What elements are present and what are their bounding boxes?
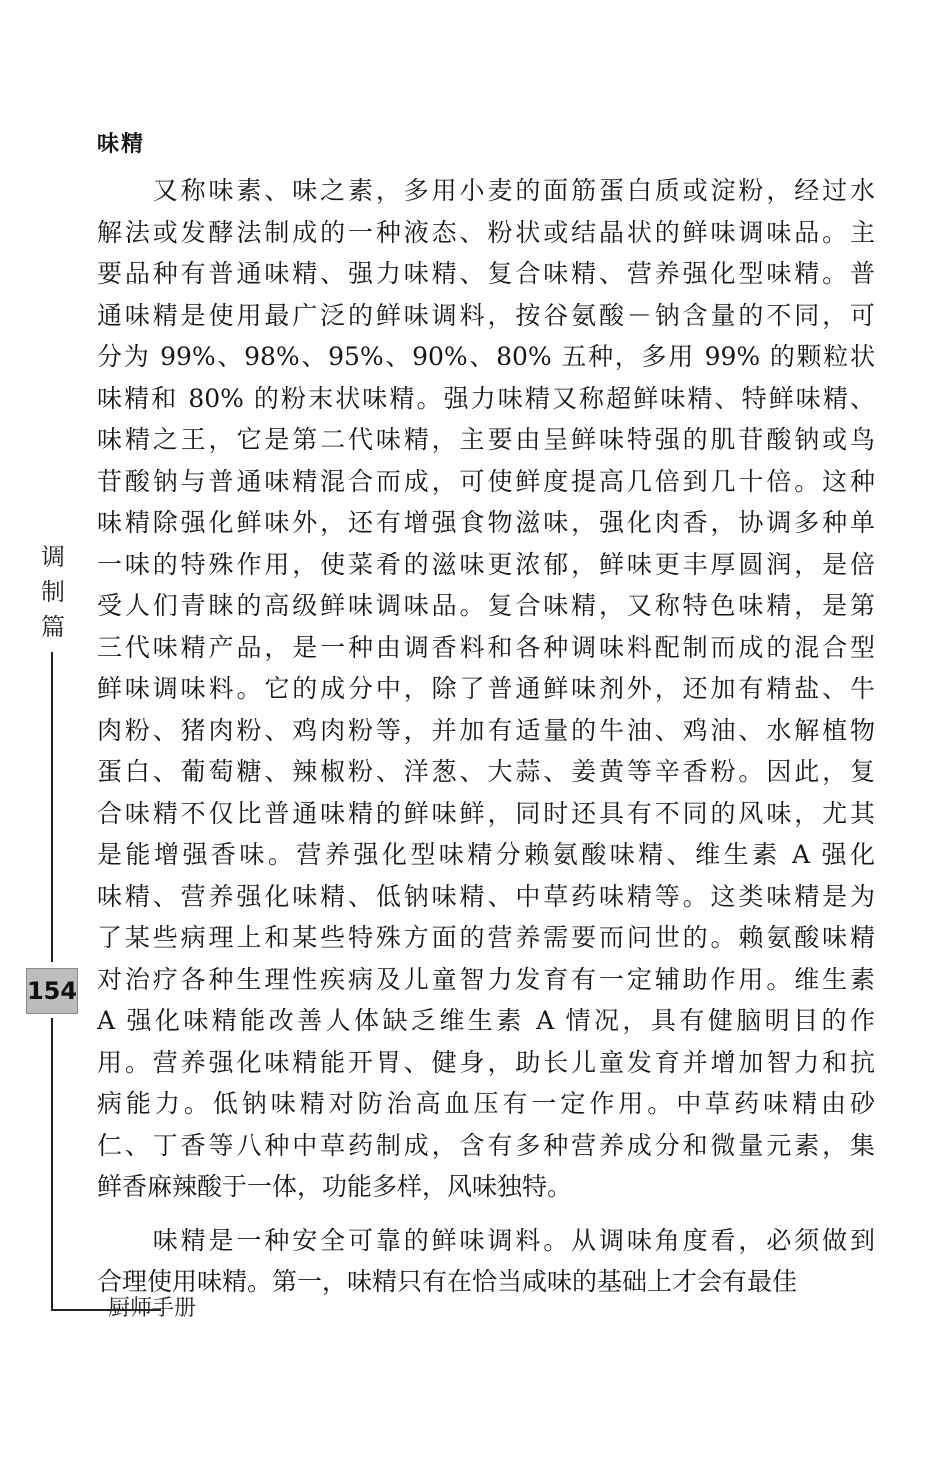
text-line: 分为 99%、98%、95%、90%、80% 五种，多用 99% 的颗粒状 xyxy=(97,342,875,371)
side-label-char: 篇 xyxy=(41,613,65,641)
body-text xyxy=(97,170,875,1303)
text-line: 鲜香麻辣酸于一体，功能多样，风味独特。 xyxy=(97,1172,573,1201)
text-line: 要品种有普通味精、强力味精、复合味精、营养强化型味精。普 xyxy=(97,259,875,288)
page-number: 154 xyxy=(26,968,78,1014)
text-line: 合理使用味精。第一，味精只有在恰当咸味的基础上才会有最佳 xyxy=(97,1267,798,1296)
chapter-side-label xyxy=(36,540,70,645)
margin-rule-lower xyxy=(51,1018,53,1311)
text-line: 了某些病理上和某些特殊方面的营养需要而问世的。赖氨酸味精 xyxy=(97,923,875,952)
margin-rule-upper xyxy=(51,652,53,962)
text-line: 解法或发酵法制成的一种液态、粉状或结晶状的鲜味调味品。主 xyxy=(97,217,875,247)
text-line: 鲜味调味料。它的成分中，除了普通鲜味剂外，还加有精盐、牛 xyxy=(97,674,875,703)
text-line: A 强化味精能改善人体缺乏维生素 A 情况，具有健脑明目的作 xyxy=(97,1006,875,1035)
text-line: 味精是一种安全可靠的鲜味调料。从调味角度看，必须做到 xyxy=(97,1225,875,1255)
running-footer: 厨师手册 xyxy=(108,1296,197,1321)
text-line: 受人们青睐的高级鲜味调味品。复合味精，又称特色味精，是第 xyxy=(97,591,875,620)
text-line: 味精和 80% 的粉末状味精。强力味精又称超鲜味精、特鲜味精、 xyxy=(97,383,875,413)
text-line: 味精、营养强化味精、低钠味精、中草药味精等。这类味精是为 xyxy=(97,881,875,911)
text-line: 用。营养强化味精能开胃、健身，助长儿童发育并增加智力和抗 xyxy=(97,1047,875,1077)
section-heading: 味精 xyxy=(97,132,146,157)
text-line: 仁、丁香等八种中草药制成，含有多种营养成分和微量元素，集 xyxy=(97,1130,875,1160)
text-line: 又称味素、味之素，多用小麦的面筋蛋白质或淀粉，经过水 xyxy=(97,176,875,205)
side-label-char: 制 xyxy=(41,578,65,606)
text-line: 味精除强化鲜味外，还有增强食物滋味，强化肉香，协调多种单 xyxy=(97,508,875,537)
paragraph-gap xyxy=(97,1208,875,1220)
text-line: 病能力。低钠味精对防治高血压有一定作用。中草药味精由砂 xyxy=(97,1089,875,1118)
text-line: 蛋白、葡萄糖、辣椒粉、洋葱、大蒜、姜黄等辛香粉。因此，复 xyxy=(97,757,875,786)
text-line: 合味精不仅比普通味精的鲜味鲜，同时还具有不同的风味，尤其 xyxy=(97,798,875,828)
text-line: 三代味精产品，是一种由调香料和各种调味料配制而成的混合型 xyxy=(97,632,875,662)
side-label-char: 调 xyxy=(41,543,65,571)
text-line: 通味精是使用最广泛的鲜味调料，按谷氨酸－钠含量的不同，可 xyxy=(97,300,875,330)
text-line: 一味的特殊作用，使菜肴的滋味更浓郁，鲜味更丰厚圆润，是倍 xyxy=(97,549,875,579)
text-line: 味精之王，它是第二代味精，主要由呈鲜味特强的肌苷酸钠或鸟 xyxy=(97,425,875,454)
text-line: 苷酸钠与普通味精混合而成，可使鲜度提高几倍到几十倍。这种 xyxy=(97,466,875,496)
text-line: 对治疗各种生理性疾病及儿童智力发育有一定辅助作用。维生素 xyxy=(97,964,875,994)
text-line: 是能增强香味。营养强化型味精分赖氨酸味精、维生素 A 强化 xyxy=(97,840,875,869)
text-line: 肉粉、猪肉粉、鸡肉粉等，并加有适量的牛油、鸡油、水解植物 xyxy=(97,715,875,745)
